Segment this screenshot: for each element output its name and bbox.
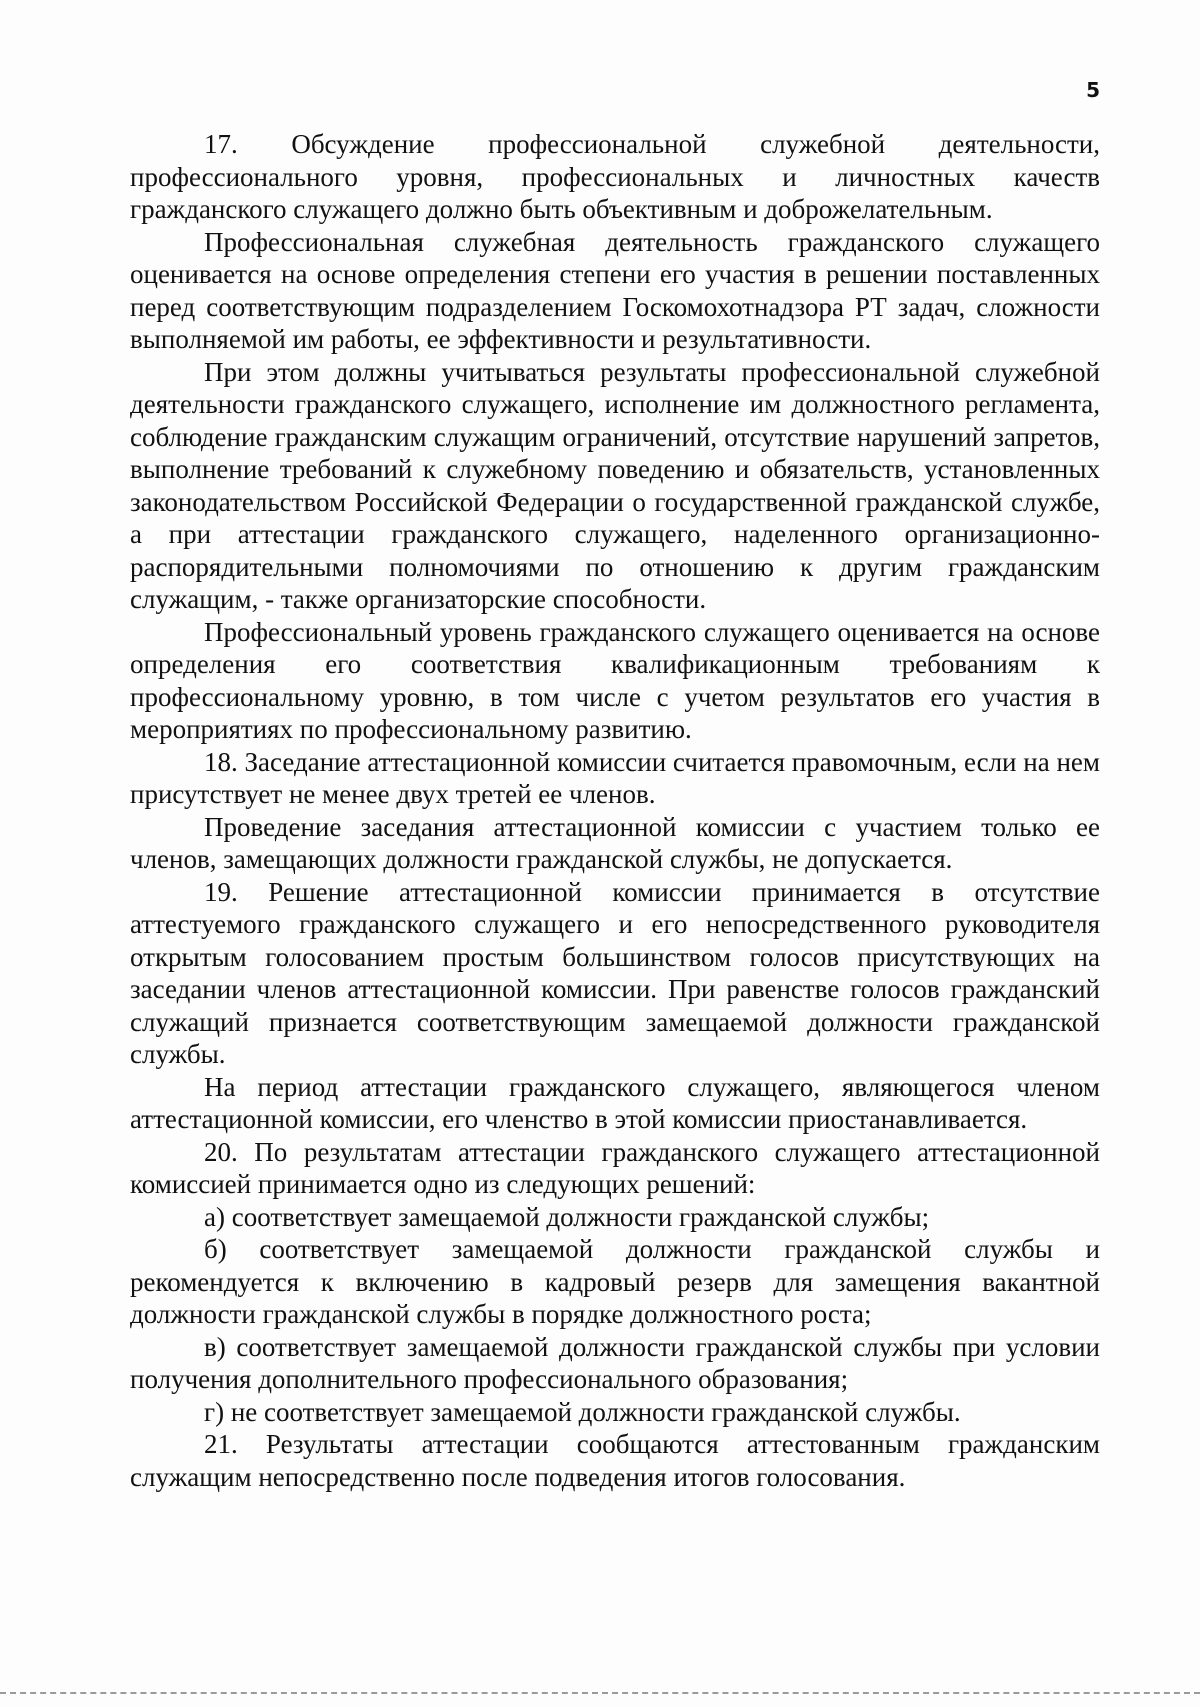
paragraph: Профессиональный уровень гражданского служащего оценивается на основе определения его соответствия квалификационным требованиям к профессиональному уровню, в том числе с учетом результатов его участия в мероприятиях по профессиональному развитию. xyxy=(130,616,1100,744)
paragraph: Проведение заседания аттестационной комиссии с участием только ее членов, замещающих должности гражданской службы, не допускается. xyxy=(130,811,1100,874)
document-body xyxy=(130,128,1100,1493)
paragraph-20: 20. По результатам аттестации гражданского служащего аттестационной комиссией принимается одно из следующих решений: xyxy=(130,1136,1100,1199)
paragraph-19: 19. Решение аттестационной комиссии принимается в отсутствие аттестуемого гражданского служащего и его непосредственного руководителя открытым голосованием простым большинством голосов присутствующих на заседании членов аттестационной комиссии. При равенстве голосов гражданский служащий признается соответствующим замещаемой должности гражданской службы. xyxy=(130,876,1100,1069)
paragraph: На период аттестации гражданского служащего, являющегося членом аттестационной комиссии, его членство в этой комиссии приостанавливается. xyxy=(130,1071,1100,1134)
list-item-v: в) соответствует замещаемой должности гражданской службы при условии получения дополнительного профессионального образования; xyxy=(130,1331,1100,1394)
list-item-g: г) не соответствует замещаемой должности гражданской службы. xyxy=(204,1396,961,1427)
scan-edge-divider xyxy=(0,1692,1200,1694)
list-item-b: б) соответствует замещаемой должности гражданской службы и рекомендуется к включению в кадровый резерв для замещения вакантной должности гражданской службы в порядке должностного роста; xyxy=(130,1234,1100,1329)
paragraph-17: 17. Обсуждение профессиональной служебной деятельности, профессионального уровня, профессиональных и личностных качеств гражданского служащего должно быть объективным и доброжелательным. xyxy=(130,129,1100,224)
page-number: 5 xyxy=(1086,78,1100,102)
paragraph: Профессиональная служебная деятельность гражданского служащего оценивается на основе определения степени его участия в решении поставленных перед соответствующим подразделением Госкомохотнадзора РТ задач, сложности выполняемой им работы, ее эффективности и результативности. xyxy=(130,226,1100,354)
list-item-a: а) соответствует замещаемой должности гражданской службы; xyxy=(204,1201,930,1232)
paragraph-18: 18. Заседание аттестационной комиссии считается правомочным, если на нем присутствует не менее двух третей ее членов. xyxy=(130,746,1100,809)
paragraph: При этом должны учитываться результаты профессиональной служебной деятельности гражданского служащего, исполнение им должностного регламента, соблюдение гражданским служащим ограничений, отсутствие нарушений запретов, выполнение требований к служебному поведению и обязательств, установленных законодательством Российской Федерации о государственной гражданской службе, а при аттестации гражданского служащего, наделенного организационно-распорядительными полномочиями по отношению к другим гражданским служащим, - также организаторские способности. xyxy=(130,356,1100,614)
paragraph-21: 21. Результаты аттестации сообщаются аттестованным гражданским служащим непосредственно после подведения итогов голосования. xyxy=(130,1429,1100,1492)
